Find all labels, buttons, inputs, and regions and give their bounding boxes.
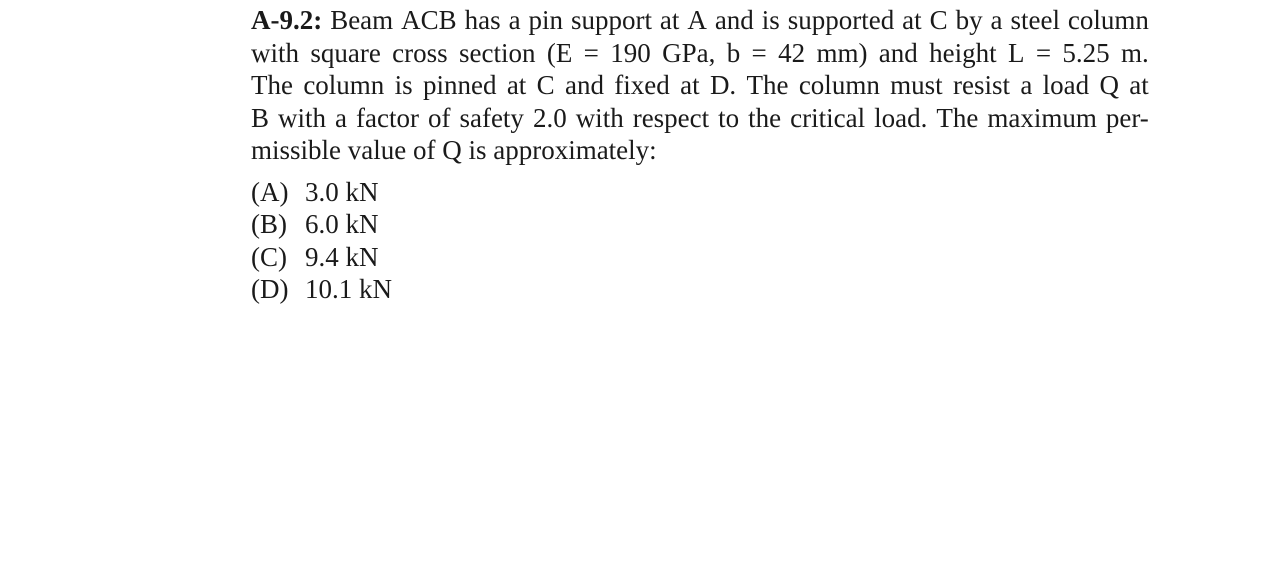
word: section [459, 37, 536, 68]
problem-line-4 [251, 102, 1149, 135]
word: column [1067, 5, 1149, 35]
word: The [936, 102, 979, 133]
word: height [929, 37, 997, 68]
option-a [251, 176, 392, 208]
word: a [990, 5, 1003, 35]
word: D. [709, 70, 737, 100]
word: pin [528, 5, 564, 35]
word: C [536, 70, 555, 100]
option-c-letter: (C) [251, 241, 287, 272]
word: = [1035, 37, 1052, 68]
word: at [506, 70, 527, 100]
word: respect [632, 102, 710, 133]
word: square [310, 37, 381, 68]
word: L [1007, 37, 1025, 68]
word: load [1042, 70, 1090, 100]
option-b [251, 208, 392, 240]
word: = [751, 37, 767, 68]
option-c-text: 9.4 kN [305, 241, 379, 272]
option-b-letter: (B) [251, 209, 287, 240]
word: maximum [987, 102, 1097, 133]
option-c [251, 241, 392, 273]
word: column [798, 70, 880, 100]
word: A [687, 5, 707, 35]
word: has [464, 5, 501, 35]
word: mm) [816, 37, 868, 68]
word: b [726, 37, 741, 68]
word: per- [1105, 102, 1149, 133]
problem-statement [251, 4, 1149, 167]
option-a-letter: (A) [251, 177, 289, 207]
word: The [251, 70, 293, 100]
word: ACB [401, 5, 457, 35]
word: steel [1010, 5, 1060, 35]
word: pinned [422, 70, 497, 100]
word: by [955, 5, 983, 35]
word: with [575, 102, 624, 133]
option-d-letter: (D) [251, 273, 289, 304]
option-a-text: 3.0 kN [305, 177, 379, 207]
word: C [929, 5, 948, 35]
word: and [564, 70, 604, 100]
option-d-text: 10.1 kN [305, 273, 392, 304]
word: support [570, 5, 652, 35]
word: m. [1120, 37, 1149, 68]
word: supported [787, 5, 895, 35]
word: Beam [330, 5, 394, 35]
word: 5.25 [1062, 37, 1110, 68]
word: with [251, 37, 300, 68]
word: fixed [614, 70, 670, 100]
word: with [278, 102, 327, 133]
problem-line-5: missible value of Q is approximately: [251, 135, 657, 165]
word: safety [459, 102, 524, 133]
word: 2.0 [532, 102, 567, 133]
word: resist [953, 70, 1010, 100]
option-d [251, 273, 392, 305]
word: cross [392, 37, 448, 68]
word: factor [356, 102, 419, 133]
word: GPa, [662, 37, 716, 68]
word: and [878, 37, 918, 68]
word: at [680, 70, 700, 100]
word: The [746, 70, 789, 100]
word: of [427, 102, 451, 133]
word: at [902, 5, 922, 35]
option-b-text: 6.0 kN [305, 209, 379, 240]
word: load. [874, 102, 928, 133]
word: B [251, 102, 270, 133]
problem-label: A-9.2: [251, 5, 323, 35]
word: 190 [610, 37, 651, 68]
word: and [714, 5, 754, 35]
word: column [303, 70, 385, 100]
word: at [659, 5, 680, 35]
word: Q [1099, 70, 1119, 100]
word: to [718, 102, 740, 133]
word: is [761, 5, 780, 35]
problem-line-2 [251, 37, 1149, 70]
word: the [748, 102, 782, 133]
problem-line-1 [251, 4, 1149, 37]
word: = [583, 37, 599, 68]
word: a [508, 5, 521, 35]
word: critical [790, 102, 866, 133]
word: 42 [778, 37, 806, 68]
word: (E [546, 37, 573, 68]
word: a [335, 102, 348, 133]
word: a [1020, 70, 1033, 100]
problem-line-3 [251, 69, 1149, 102]
word: at [1129, 70, 1149, 100]
answer-options [251, 176, 392, 305]
word: is [394, 70, 413, 100]
word: must [890, 70, 943, 100]
